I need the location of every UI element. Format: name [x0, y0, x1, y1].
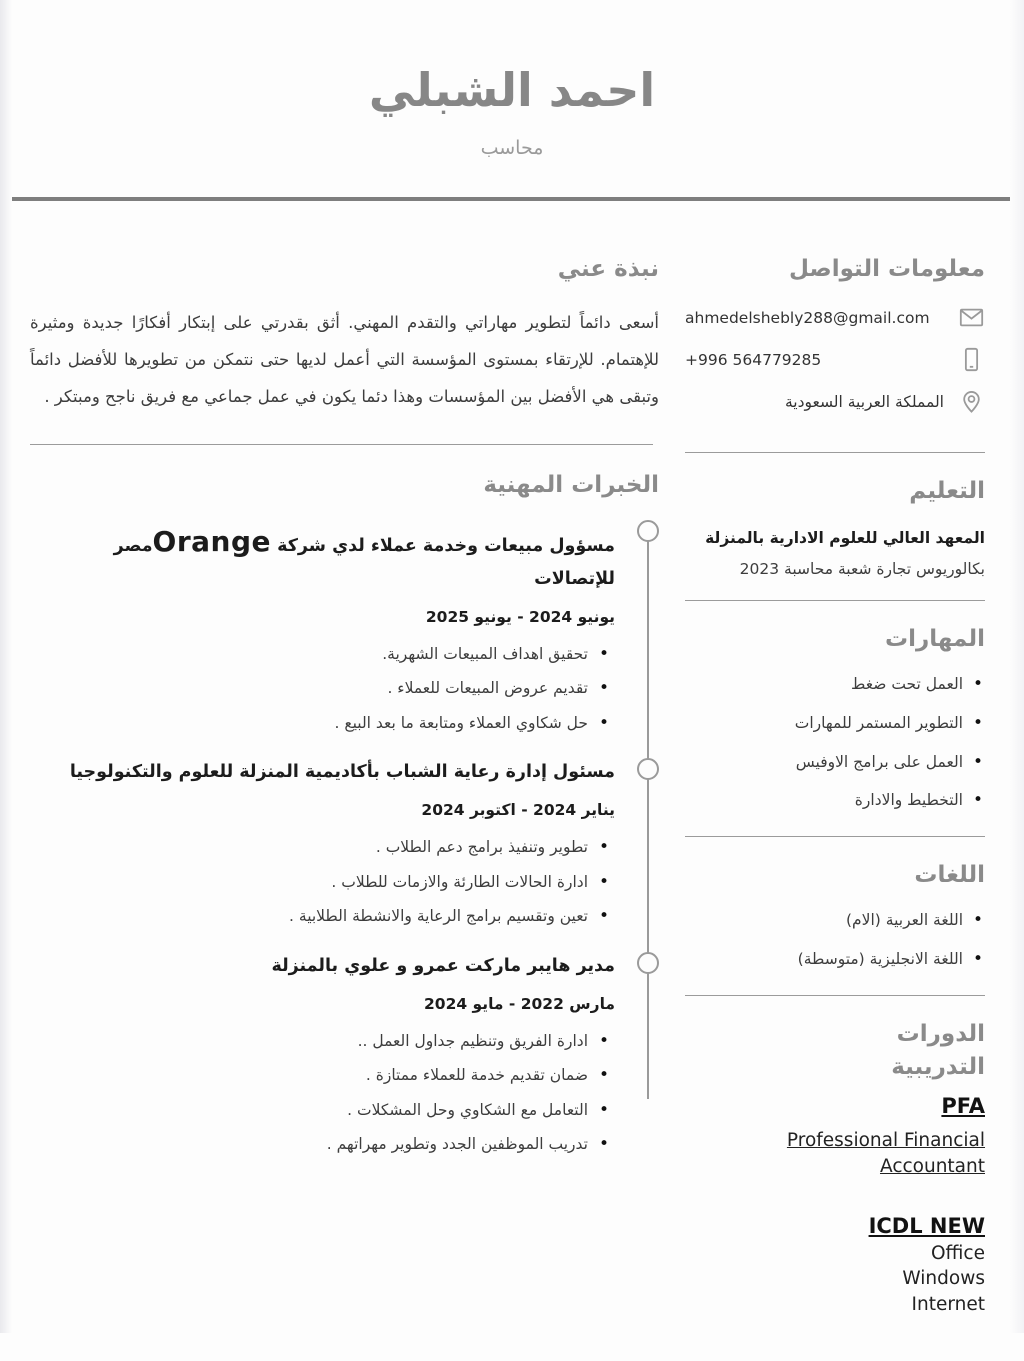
skill-item: • التخطيط والادارة	[685, 790, 963, 812]
contact-heading: معلومات التواصل	[789, 255, 985, 282]
job-title	[30, 520, 615, 593]
about-heading: نبذة عني	[557, 255, 659, 282]
job-bullet: • تحقيق اهداف المبيعات الشهرية.	[30, 643, 588, 665]
job-bullet: • تدريب الموظفين الجدد وتطوير مهراتهم .	[30, 1133, 588, 1155]
course-item: Windows	[902, 1268, 985, 1290]
header-divider	[0, 197, 1024, 201]
job-bullet: • ادارة الحالات الطارئة والازمات للطلاب .	[30, 871, 588, 893]
job-title-text: مسؤول مبيعات وخدمة عملاء لدي شركة	[271, 535, 615, 556]
skills-section	[685, 623, 985, 837]
job-bullet: • التعامل مع الشكاوي وحل المشكلات .	[30, 1099, 588, 1121]
experience-timeline	[30, 520, 659, 1155]
timeline-dot-icon	[637, 758, 659, 780]
page-right-edge	[1010, 0, 1024, 1333]
job-entry	[30, 952, 615, 1156]
education-degree: بكالوريوس تجارة شعبة محاسبة 2023	[739, 559, 985, 578]
envelope-icon	[958, 304, 985, 331]
job-dates: يناير 2024 - اكتوبر 2024	[421, 801, 615, 820]
job-title-text: مصر للإتصالات	[113, 535, 615, 589]
course-pfa	[685, 1092, 985, 1179]
resume-header	[0, 0, 1024, 159]
languages-heading: اللغات	[914, 861, 985, 888]
course-item: Office	[930, 1242, 985, 1264]
skills-list	[685, 674, 985, 812]
location-pin-icon	[958, 388, 985, 415]
job-bullet: • حل شكاوي العملاء ومتابعة ما بعد البيع .	[30, 712, 588, 734]
section-divider	[30, 444, 653, 445]
contact-row-phone	[685, 346, 985, 373]
job-title: مدير هايبر ماركت عمرو و علوي بالمنزلة	[271, 955, 615, 976]
job-title-company: Orange	[152, 524, 272, 558]
phone-icon	[958, 346, 985, 373]
language-item: • اللغة الانجليزية (متوسطة)	[685, 949, 963, 971]
skill-item: • العمل تحت ضغط	[685, 674, 963, 696]
languages-section	[685, 859, 985, 996]
job-bullet: • ادارة الفريق وتنظيم جداول العمل ..	[30, 1030, 588, 1052]
about-text: أسعى دائماً لتطوير مهاراتي والتقدم المهني. أثق بقدرتي على إبتكار أفكارًا جديدة ومثيرة للإهتمام. للإرتقاء بمستوى المؤسسة التي أعمل لديها حتى نتمكن من تطويرها للأفضل دائماً وتبقى هي الأفضل بين المؤسسات وهذا دئما يكون في عمل جماعي مع فريق ناجح ومبتكر .	[30, 313, 659, 407]
job-bullet: • تقديم عروض المبيعات للعملاء .	[30, 677, 588, 699]
course-title: ICDL NEW	[868, 1213, 985, 1238]
contact-email: ahmedelshebly288@gmail.com	[685, 308, 930, 327]
course-icdl	[685, 1212, 985, 1318]
job-entry	[30, 520, 615, 734]
courses-section	[685, 1018, 985, 1340]
languages-list	[685, 910, 985, 970]
job-bullet: • ضمان تقديم خدمة للعملاء ممتازة .	[30, 1064, 588, 1086]
timeline-dot-icon	[637, 520, 659, 542]
job-bullets	[30, 1030, 615, 1156]
page-left-edge	[0, 0, 12, 1333]
language-item: • اللغة العربية (الام)	[685, 910, 963, 932]
education-school: المعهد العالي للعلوم الادارية بالمنزلة	[705, 528, 985, 547]
sidebar	[685, 253, 985, 1361]
education-section	[685, 475, 985, 601]
job-title: مسئول إدارة رعاية الشباب بأكاديمية المنزلة للعلوم والتكنولوجيا	[69, 762, 615, 783]
contact-row-location	[685, 388, 985, 415]
job-bullet: • تعين وتقسيم برامج الرعاية والانشطة الطلابية .	[30, 905, 588, 927]
courses-heading: الدورات التدريبية	[891, 1020, 985, 1080]
skills-heading: المهارات	[885, 625, 985, 652]
timeline-dot-icon	[637, 952, 659, 974]
resume-body	[0, 209, 1024, 1361]
person-job-title: محاسب	[480, 136, 544, 159]
job-dates: مارس 2022 - مايو 2024	[424, 994, 615, 1013]
job-bullet: • تطوير وتنفيذ برامج دعم الطلاب .	[30, 836, 588, 858]
person-name: احمد الشبلي	[368, 63, 656, 117]
skill-item: • العمل على برامج الاوفيس	[685, 752, 963, 774]
contact-phone: +996 564779285	[685, 350, 822, 369]
contact-location: المملكة العربية السعودية	[784, 392, 944, 411]
skill-item: • التطوير المستمر للمهارات	[685, 713, 963, 735]
education-heading: التعليم	[909, 478, 985, 505]
contact-section	[685, 253, 985, 453]
experience-heading: الخبرات المهنية	[483, 471, 659, 498]
course-title: PFA	[941, 1094, 985, 1119]
course-subtitle: Professional Financial Accountant	[786, 1129, 985, 1177]
contact-row-email	[685, 304, 985, 331]
job-entry	[30, 758, 615, 927]
course-item: Internet	[911, 1293, 985, 1315]
experience-section	[30, 469, 659, 1156]
main-column	[30, 253, 659, 1180]
job-dates: يونيو 2024 - يونيو 2025	[425, 607, 615, 626]
job-bullets	[30, 643, 615, 734]
job-bullets	[30, 836, 615, 927]
about-section	[30, 253, 659, 416]
